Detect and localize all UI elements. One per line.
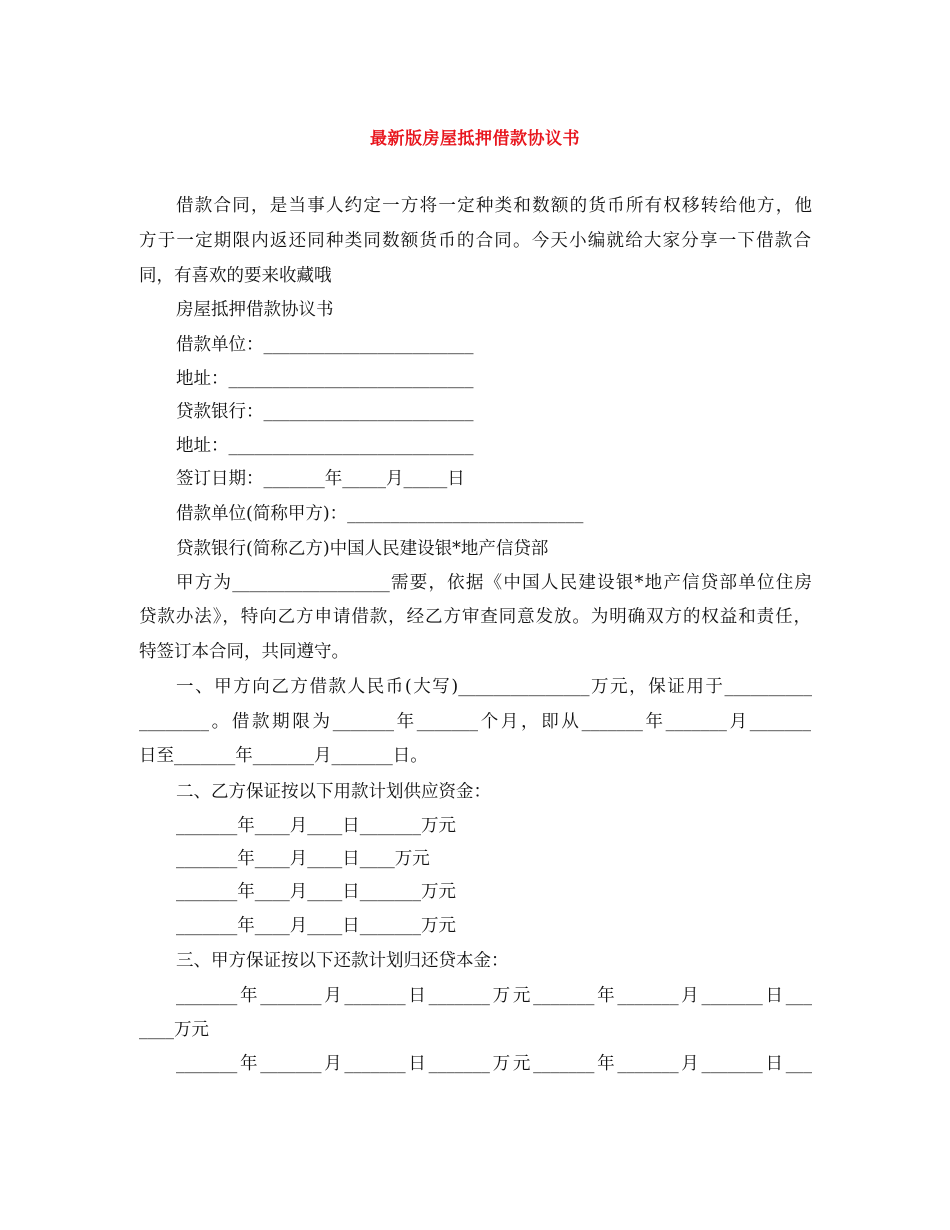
field-lender-bank: 贷款银行：________________________ — [176, 402, 474, 422]
clause3-row-2: _______年_______月_______日_______万元_______年_______月_______日___ — [176, 1054, 812, 1074]
field-lender-address: 地址：____________________________ — [176, 436, 474, 456]
preamble-line-3: 特签订本合同，共同遵守。 — [139, 642, 349, 662]
clause1-line-3: 日至_______年_______月_______日。 — [139, 746, 428, 766]
clause2-row-1: _______年____月____日_______万元 — [176, 816, 456, 836]
clause2-row-4: _______年____月____日_______万元 — [176, 916, 456, 936]
field-borrower-address: 地址：____________________________ — [176, 369, 474, 389]
field-party-a: 借款单位(简称甲方)：___________________________ — [176, 504, 584, 524]
clause2-heading: 二、乙方保证按以下用款计划供应资金： — [176, 782, 491, 802]
field-party-b: 贷款银行(简称乙方)中国人民建设银*地产信贷部 — [176, 539, 549, 559]
field-borrower: 借款单位：________________________ — [176, 335, 474, 355]
clause3-row-1: _______年_______月_______日_______万元_______年_______月_______日___ — [176, 986, 812, 1006]
document-title: 最新版房屋抵押借款协议书 — [370, 129, 580, 149]
clause3-row-1-continued: ____万元 — [139, 1020, 209, 1040]
intro-line-1: 借款合同，是当事人约定一方将一定种类和数额的货币所有权移转给他方，他 — [176, 196, 812, 216]
doc-heading: 房屋抵押借款协议书 — [176, 300, 334, 320]
preamble-line-2: 贷款办法》，特向乙方申请借款，经乙方审查同意发放。为明确双方的权益和责任， — [139, 607, 811, 627]
clause2-row-3: _______年____月____日_______万元 — [176, 882, 456, 902]
clause2-row-2: _______年____月____日____万元 — [176, 849, 430, 869]
field-sign-date: 签订日期：_______年_____月_____日 — [176, 469, 465, 489]
clause3-heading: 三、甲方保证按以下还款计划归还贷本金： — [176, 951, 509, 971]
clause1-line-2: ________。借款期限为_______年_______个月，即从_______年_______月_______ — [139, 712, 811, 732]
intro-line-2: 方于一定期限内返还同种类同数额货币的合同。今天小编就给大家分享一下借款合 — [139, 231, 811, 251]
clause1-line-1: 一、甲方向乙方借款人民币(大写)_______________万元，保证用于__________ — [176, 677, 812, 697]
intro-line-3: 同，有喜欢的要来收藏哦 — [139, 266, 332, 286]
preamble-line-1: 甲方为__________________需要，依据《中国人民建设银*地产信贷部单位住房 — [176, 573, 812, 593]
